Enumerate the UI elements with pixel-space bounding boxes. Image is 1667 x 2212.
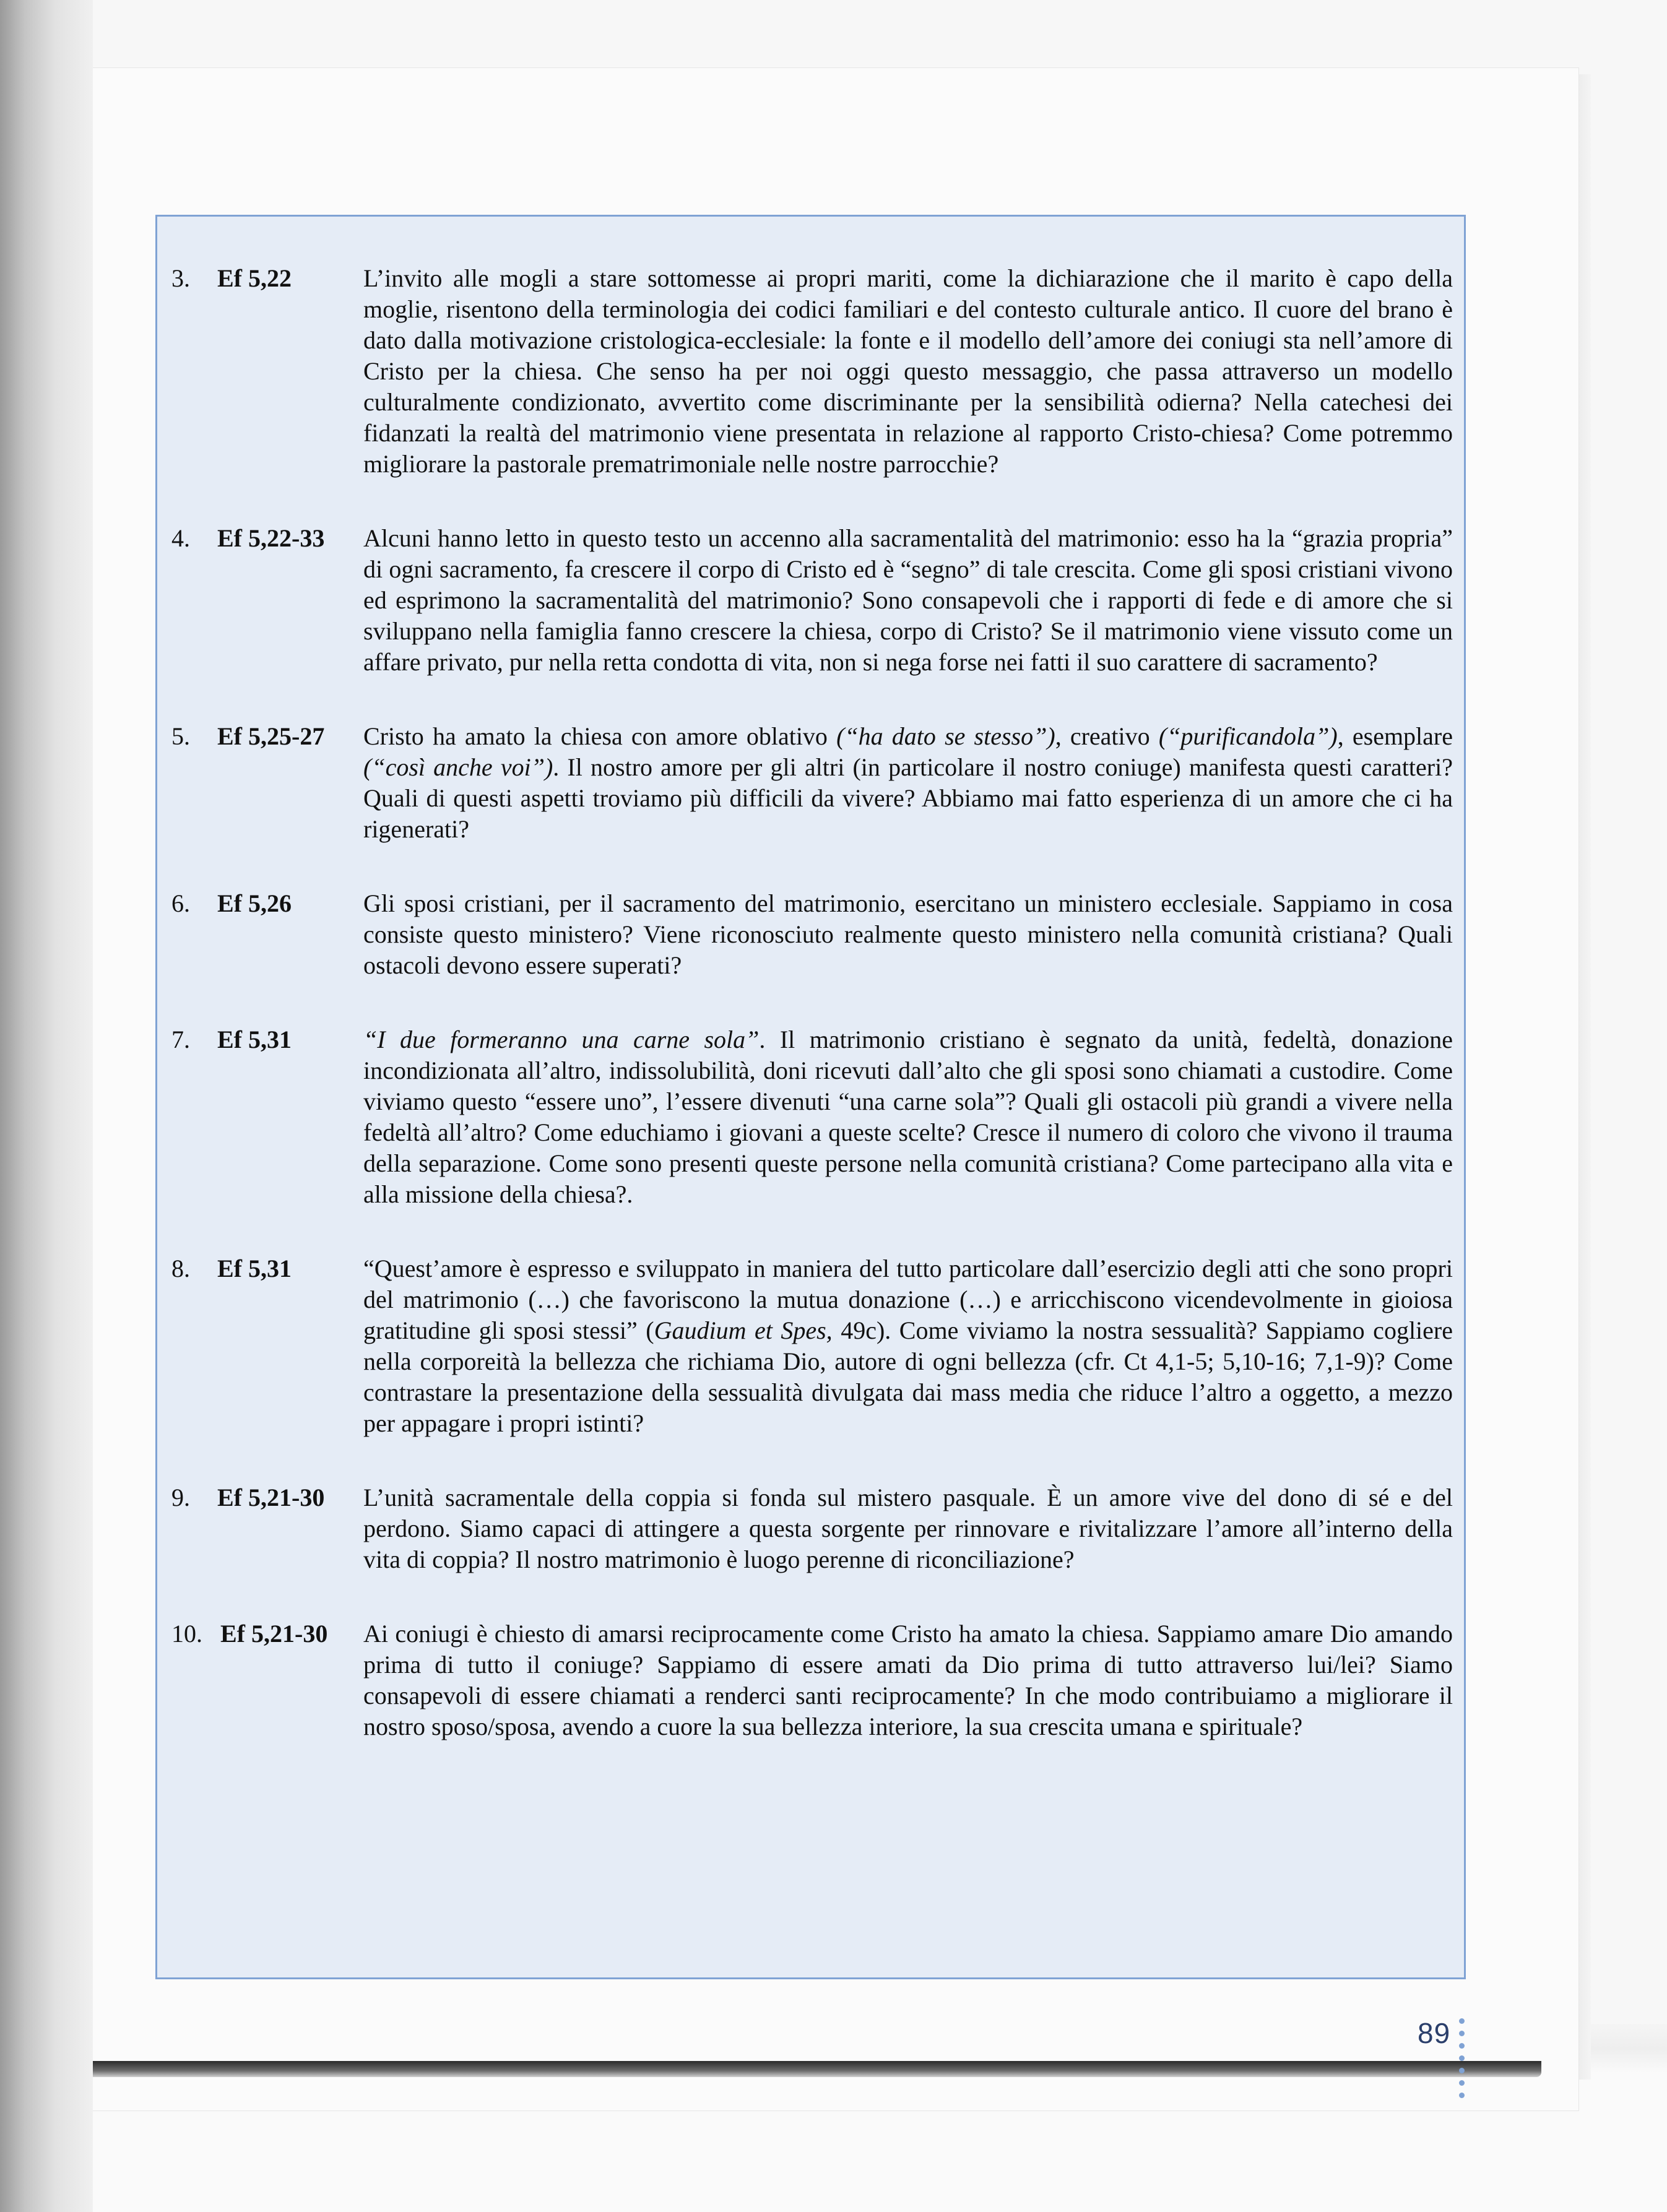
text-segment: L’invito alle mogli a stare sottomesse ai propri mariti, come la dichiarazione che il marito è capo della moglie, risentono della terminologia dei codici familiari e del contesto culturale antico. Il cuore del brano è dato dalla motivazione cristologica-ecclesiale: la fonte e il modello dell’amore dei coniugi sta nell’amore di Cristo per la chiesa. Che senso ha per noi oggi questo messaggio, che passa attraverso un modello culturalmente condizionato, avvertito come discriminante per la sensibilità odierna? Nella catechesi dei fidanzati la realtà del matrimonio viene presentata in relazione al rapporto Cristo-chiesa? Come potremmo migliorare la pastorale prematrimoniale nelle nostre parrocchie? <box>363 264 1453 478</box>
text-segment: Gli sposi cristiani, per il sacramento del matrimonio, esercitano un ministero ecclesiale. Sappiamo in cosa consiste questo ministero? Viene riconosciuto realmente questo ministero nella comunità cristiana? Quali ostacoli devono essere superati? <box>363 889 1453 979</box>
scripture-reference: Ef 5,21-30 <box>217 1484 325 1511</box>
question-item <box>157 1482 1464 1575</box>
dot <box>1459 2043 1465 2049</box>
question-item <box>157 523 1464 678</box>
dot <box>1459 2018 1465 2024</box>
question-text <box>363 721 1453 845</box>
text-segment: , creativo <box>1055 722 1159 750</box>
question-number: 4. <box>171 524 190 552</box>
text-segment: . Il nostro amore per gli altri (in particolare il nostro coniuge) manifesta questi caratteri? Quali di questi aspetti troviamo più difficili da vivere? Abbiamo mai fatto esperienza di un amore che ci ha rigenerati? <box>363 753 1453 843</box>
text-segment: L’unità sacramentale della coppia si fonda sul mistero pasquale. È un amore vive del dono di sé e del perdono. Siamo capaci di attingere a questa sorgente per rinnovare e rivitalizzare l’amore all’interno della vita di coppia? Il nostro matrimonio è luogo perenne di riconciliazione? <box>363 1484 1453 1573</box>
text-segment: . Il matrimonio cristiano è segnato da unità, fedeltà, donazione incondizionata all’altro, indissolubilità, doni ricevuti dall’alto che gli sposi sono chiamati a custodire. Come viviamo questo “essere uno”, l’essere divenuti “una carne sola”? Quali gli ostacoli più grandi a vivere nella fedeltà all’altro? Come educhiamo i giovani a queste scelte? Cresce il numero di coloro che vivono il trauma della separazione. Come sono presenti queste persone nella comunità cristiana? Come partecipano alla vita e alla missione della chiesa?. <box>363 1026 1453 1208</box>
question-text <box>363 263 1453 480</box>
text-segment: Ai coniugi è chiesto di amarsi reciprocamente come Cristo ha amato la chiesa. Sappiamo amare Dio amando prima di tutto il coniuge? Sappiamo di essere amati da Dio prima di tutto attraverso lui/lei? Siamo consapevoli di essere chiamati a renderci santi reciprocamente? In che modo contribuiamo a migliorare il nostro sposo/sposa, avendo a cuore la sua bellezza interiore, la sua crescita umana e spirituale? <box>363 1620 1453 1740</box>
question-item <box>157 1618 1464 1742</box>
scripture-reference: Ef 5,21-30 <box>220 1620 328 1648</box>
question-number: 7. <box>171 1026 190 1053</box>
question-item <box>157 721 1464 845</box>
text-segment: Cristo ha amato la chiesa con amore oblativo <box>363 722 837 750</box>
page-number: 89 <box>1418 2017 1451 2049</box>
question-text <box>363 1618 1453 1742</box>
question-item <box>157 263 1464 480</box>
question-text <box>363 1253 1453 1439</box>
question-number: 9. <box>171 1484 190 1511</box>
text-segment: “Quest’amore è espresso e sviluppato in maniera del tutto particolare dall’esercizio degli atti che sono propri del matrimonio (…) che favoriscono la mutua donazione (…) e arricchiscono vicendevolmente in gioiosa gratitudine gli sposi stessi” ( <box>363 1255 1453 1344</box>
scripture-reference: Ef 5,31 <box>217 1026 292 1053</box>
dot <box>1459 2068 1465 2073</box>
page-number-dots <box>1459 2018 1465 2105</box>
question-text <box>363 888 1453 981</box>
question-item <box>157 1024 1464 1210</box>
italic-quote: Gaudium et Spes, <box>654 1316 833 1344</box>
text-segment: 49c). Come viviamo la nostra sessualità? Sappiamo cogliere nella corporeità la bellezza che richiama Dio, autore di ogni bellezza (cfr. Ct 4,1-5; 5,10-16; 7,1-9)? Come contrastare la presentazione della sessualità divulgata dai mass media che riduce l’altro a oggetto, a mezzo per appagare i propri istinti? <box>363 1316 1453 1437</box>
dot <box>1459 2055 1465 2061</box>
question-text <box>363 523 1453 678</box>
question-number: 8. <box>171 1255 190 1282</box>
scripture-reference: Ef 5,22-33 <box>217 524 325 552</box>
scripture-reference: Ef 5,26 <box>217 889 292 917</box>
dot <box>1459 2080 1465 2086</box>
question-number: 5. <box>171 722 190 750</box>
text-segment: Alcuni hanno letto in questo testo un accenno alla sacramentalità del matrimonio: esso ha la “grazia propria” di ogni sacramento, fa crescere il corpo di Cristo ed è “segno” di tale crescita. Come gli sposi cristiani vivono ed esprimono la sacramentalità del matrimonio? Sono consapevoli che i rapporti di fede e di amore che si sviluppano nella famiglia fanno crescere la chiesa, corpo di Cristo? Se il matrimonio viene vissuto come un affare privato, pur nella retta condotta di vita, non si nega forse nei fatti il suo carattere di sacramento? <box>363 524 1453 676</box>
dot <box>1459 2031 1465 2036</box>
questions-box <box>155 215 1466 1979</box>
question-text <box>363 1482 1453 1575</box>
italic-quote: “I due formeranno una carne sola” <box>363 1026 760 1053</box>
question-number: 6. <box>171 889 190 917</box>
question-number: 10. <box>171 1620 202 1648</box>
book-spine <box>0 0 93 2212</box>
question-item <box>157 888 1464 981</box>
dot <box>1459 2093 1465 2098</box>
questions-list <box>157 263 1464 1786</box>
italic-quote: (“ha dato se stesso”) <box>836 722 1055 750</box>
italic-quote: (“purificandola”) <box>1158 722 1338 750</box>
question-number: 3. <box>171 264 190 292</box>
scripture-reference: Ef 5,22 <box>217 264 292 292</box>
page-bottom-shadow <box>25 2061 1541 2077</box>
question-item <box>157 1253 1464 1439</box>
text-segment: , esemplare <box>1337 722 1453 750</box>
scripture-reference: Ef 5,25-27 <box>217 722 325 750</box>
scripture-reference: Ef 5,31 <box>217 1255 292 1282</box>
question-text <box>363 1024 1453 1210</box>
italic-quote: (“così anche voi”) <box>363 753 553 781</box>
